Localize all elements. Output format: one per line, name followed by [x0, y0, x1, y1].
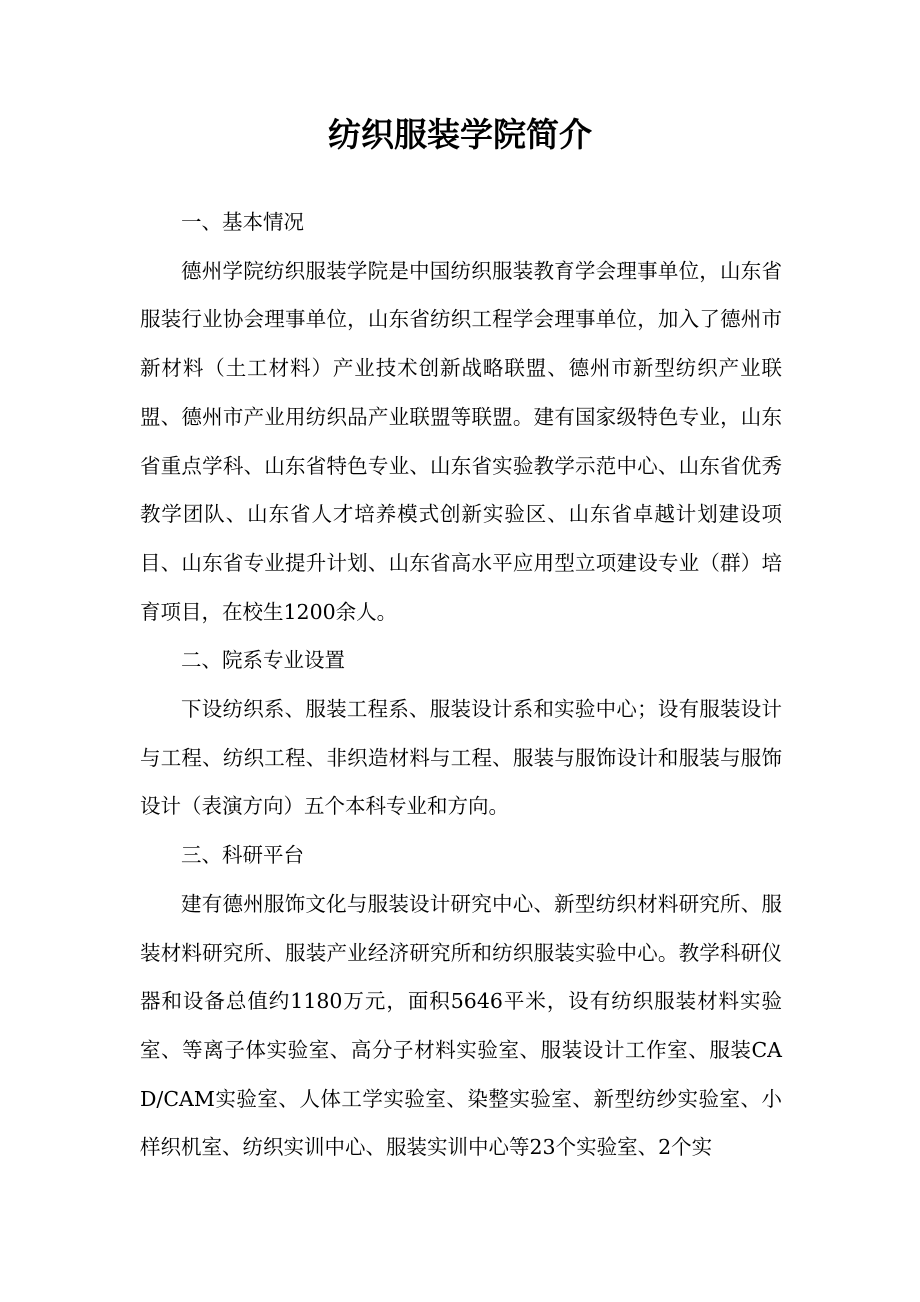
section-body-departments: 下设纺织系、服装工程系、服装设计系和实验中心；设有服装设计与工程、纺织工程、非织造材料与工程、服装与服饰设计和服装与服饰设计（表演方向）五个本科专业和方向。 [140, 697, 782, 819]
section-heading-basic-info: 一、基本情况 [181, 210, 304, 234]
document-body [140, 198, 782, 1172]
document-title: 纺织服装学院简介 [328, 115, 592, 154]
section-body-basic-info: 德州学院纺织服装学院是中国纺织服装教育学会理事单位，山东省服装行业协会理事单位，山东省纺织工程学会理事单位，加入了德州市新材料（土工材料）产业技术创新战略联盟、德州市新型纺织产业联盟、德州市产业用纺织品产业联盟等联盟。建有国家级特色专业，山东省重点学科、山东省特色专业、山东省实验教学示范中心、山东省优秀教学团队、山东省人才培养模式创新实验区、山东省卓越计划建设项目、山东省专业提升计划、山东省高水平应用型立项建设专业（群）培育项目，在校生1200余人。 [140, 258, 782, 624]
section-heading-departments: 二、院系专业设置 [181, 648, 345, 673]
section-body-research: 建有德州服饰文化与服装设计研究中心、新型纺织材料研究所、服装材料研究所、服装产业经济研究所和纺织服装实验中心。教学科研仪器和设备总值约1180万元，面积5646平米，设有纺织服装材料实验室、等离子体实验室、高分子材料实验室、服装设计工作室、服装CAD/CAM实验室、人体工学实验室、染整实验室、新型纺纱实验室、小样织机室、纺织实训中心、服装实训中心等23个实验室、2个实 [140, 891, 782, 1160]
section-heading-research: 三、科研平台 [181, 843, 304, 868]
